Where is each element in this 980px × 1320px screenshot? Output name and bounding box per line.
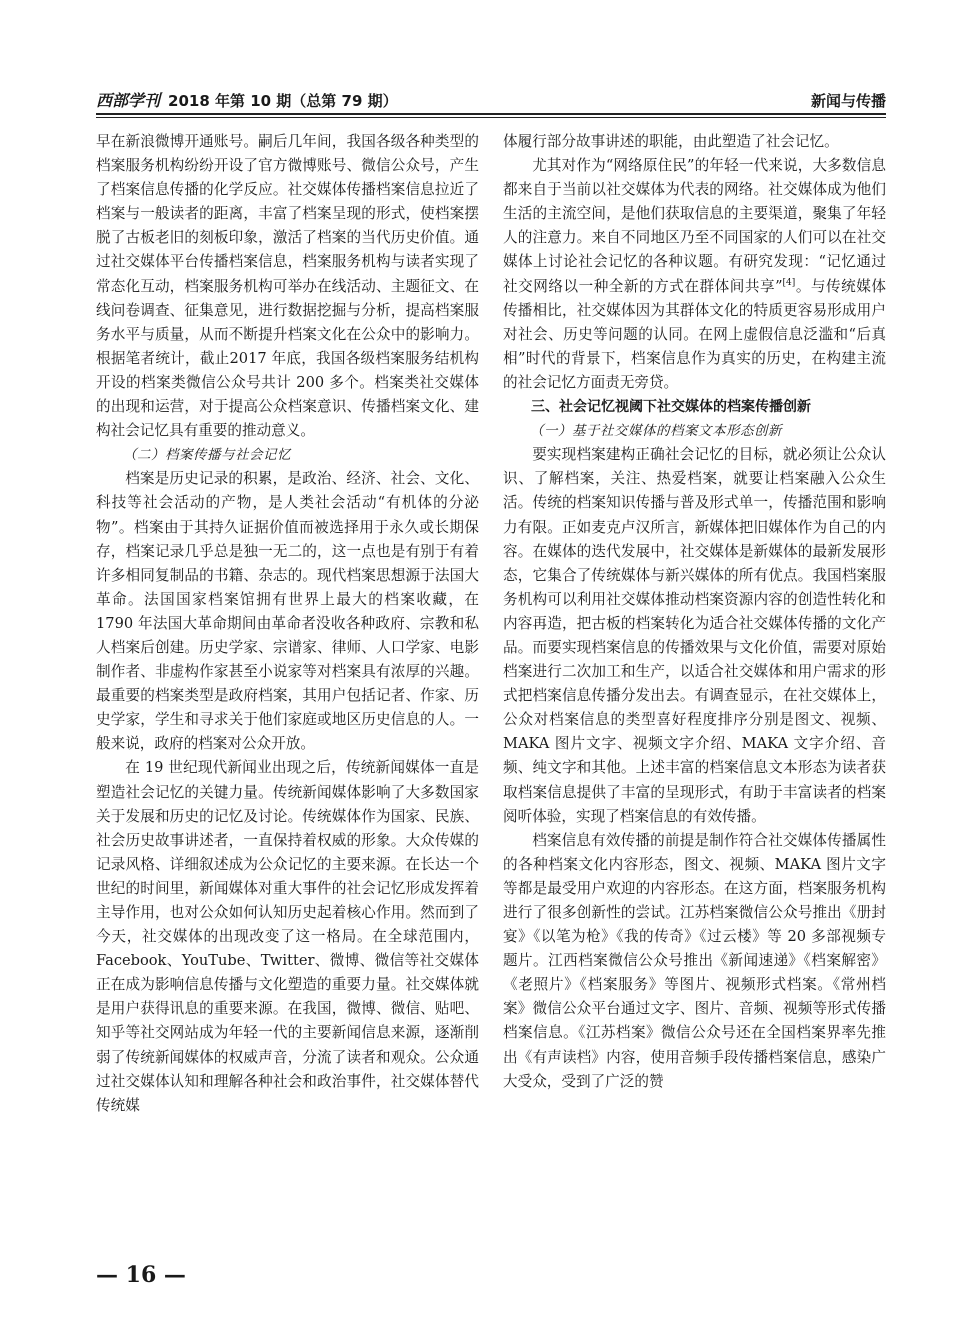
section-heading: 三、社会记忆视阈下社交媒体的档案传播创新: [531, 399, 811, 416]
citation-ref: [4]: [782, 277, 796, 288]
section-title: 新闻与传播: [810, 92, 886, 110]
paragraph: 档案是历史记录的积累，是政治、经济、社会、文化、科技等社会活动的产物，是人类社会活动“有机体的分泌物”。档案由于其持久证据价值而被选择用于永久或长期保存，档案记录几乎总是独一无二的，这一点也是有别于有着许多相同复制品的书籍、杂志的。现代档案思想源于法国大革命。法国国家档案馆拥有世界上最大的档案收藏，在 1790 年法国大革命期间由革命者没收各种政府、宗教和私人档案后创建。历史学家、宗谱家、律师、人口学家、电影制作者、非虚构作家甚至小说家等对档案具有浓厚的兴趣。最重要的档案类型是政府档案，其用户包括记者、作家、历史学家，学生和寻求关于他们家庭或地区历史信息的人。一般来说，政府的档案对公众开放。: [96, 470, 479, 753]
header-journal-issue: [96, 88, 398, 111]
paragraph-text: 。与传统媒体传播相比，社交媒体因为其群体文化的特质更容易形成用户对社会、历史等问题的认同。在网上虚假信息泛滥和“后真相”时代的背景下，档案信息作为真实的历史，在构建主流的社会记忆方面责无旁贷。: [503, 277, 886, 391]
paragraph-with-citation: [503, 154, 886, 395]
header-rule-thick: [96, 113, 886, 115]
header-rule-thin: [96, 117, 886, 118]
issue-info: 2018 年第 10 期（总第 79 期）: [168, 92, 398, 110]
paragraph-text: 尤其对作为“网络原住民”的年轻一代来说，大多数信息都来自于当前以社交媒体为代表的网络。社交媒体成为他们生活的主流空间，是他们获取信息的主要渠道，聚集了年轻人的注意力。来自不同地区乃至不同国家的人们可以在社交媒体上讨论社会记忆的各种议题。有研究发现：“记忆通过社交网络以一种全新的方式在群体间共享”: [503, 157, 886, 295]
right-column: [503, 130, 886, 1094]
paragraph: 早在新浪微博开通账号。嗣后几年间，我国各级各种类型的档案服务机构纷纷开设了官方微博账号、微信公众号，产生了档案信息传播的化学反应。社交媒体传播档案信息拉近了档案与一般读者的距离，丰富了档案呈现的形式，使档案摆脱了古板老旧的刻板印象，激活了档案的当代历史价值。通过社交媒体平台传播档案信息，档案服务机构与读者实现了常态化互动，档案服务机构可举办在线活动、主题征文、在线问卷调查、征集意见，进行数据挖掘与分析，提高档案服务水平与质量，从而不断提升档案文化在公众中的影响力。根据笔者统计，截止2017 年底，我国各级档案服务结机构开设的档案类微信公众号共计 200 多个。档案类社交媒体的出现和运营，对于提高公众档案意识、传播档案文化、建构社会记忆具有重要的推动意义。: [96, 133, 479, 440]
subsection-heading: （二）档案传播与社会记忆: [123, 447, 291, 464]
page-number: — 16 —: [96, 1262, 186, 1288]
left-column: [96, 130, 479, 1118]
subsection-heading: （一）基于社交媒体的档案文本形态创新: [530, 423, 782, 440]
paragraph: 要实现档案建构正确社会记忆的目标，就必须让公众认识、了解档案，关注、热爱档案，就要让档案融入公众生活。传统的档案知识传播与普及形式单一，传播范围和影响力有限。正如麦克卢汉所言，新媒体把旧媒体作为自己的内容。在媒体的迭代发展中，社交媒体是新媒体的最新发展形态，它集合了传统媒体与新兴媒体的所有优点。我国档案服务机构可以利用社交媒体推动档案资源内容的创造性转化和内容再造，把古板的档案转化为适合社交媒体传播的文化产品。而要实现档案信息的传播效果与文化价值，需要对原始档案进行二次加工和生产，以适合社交媒体和用户需求的形式把档案信息传播分发出去。有调查显示，在社交媒体上，公众对档案信息的类型喜好程度排序分别是图文、视频、MAKA 图片文字、视频文字介绍、MAKA 文字介绍、音频、纯文字和其他。上述丰富的档案信息文本形态为读者获取档案信息提供了丰富的呈现形式，有助于丰富读者的档案阅听体验，实现了档案信息的有效传播。: [503, 446, 886, 825]
journal-title: 西部学刊: [96, 91, 161, 110]
page-header: [96, 88, 886, 114]
paragraph: 体履行部分故事讲述的职能，由此塑造了社会记忆。: [503, 133, 839, 150]
paragraph: 在 19 世纪现代新闻业出现之后，传统新闻媒体一直是塑造社会记忆的关键力量。传统新闻媒体影响了大多数国家关于发展和历史的记忆及讨论。传统媒体作为国家、民族、社会历史故事讲述者，一直保持着权威的形象。大众传媒的记录风格、详细叙述成为公众记忆的主要来源。在长达一个世纪的时间里，新闻媒体对重大事件的社会记忆形成发挥着主导作用，也对公众如何认知历史起着核心作用。然而到了今天，社交媒体的出现改变了这一格局。在全球范围内，Facebook、YouTube、Twitter、微博、微信等社交媒体正在成为影响信息传播与文化塑造的重要力量。社交媒体就是用户获得讯息的重要来源。在我国，微博、微信、贴吧、知乎等社交网站成为年轻一代的主要新闻信息来源，逐渐削弱了传统新闻媒体的权威声音，分流了读者和观众。公众通过社交媒体认知和理解各种社会和政治事件，社交媒体替代传统媒: [96, 759, 479, 1114]
paragraph: 档案信息有效传播的前提是制作符合社交媒体传播属性的各种档案文化内容形态，图文、视频、MAKA 图片文字等都是最受用户欢迎的内容形态。在这方面，档案服务机构进行了很多创新性的尝试。江苏档案微信公众号推出《册封宴》《以笔为枪》《我的传奇》《过云楼》等 20 多部视频专题片。江西档案微信公众号推出《新闻速递》《档案解密》《老照片》《档案服务》等图片、视频形式档案。《常州档案》微信公众平台通过文字、图片、音频、视频等形式传播档案信息。《江苏档案》微信公众号还在全国档案界率先推出《有声读档》内容，使用音频手段传播档案信息，感染广大受众，受到了广泛的赞: [503, 831, 886, 1090]
